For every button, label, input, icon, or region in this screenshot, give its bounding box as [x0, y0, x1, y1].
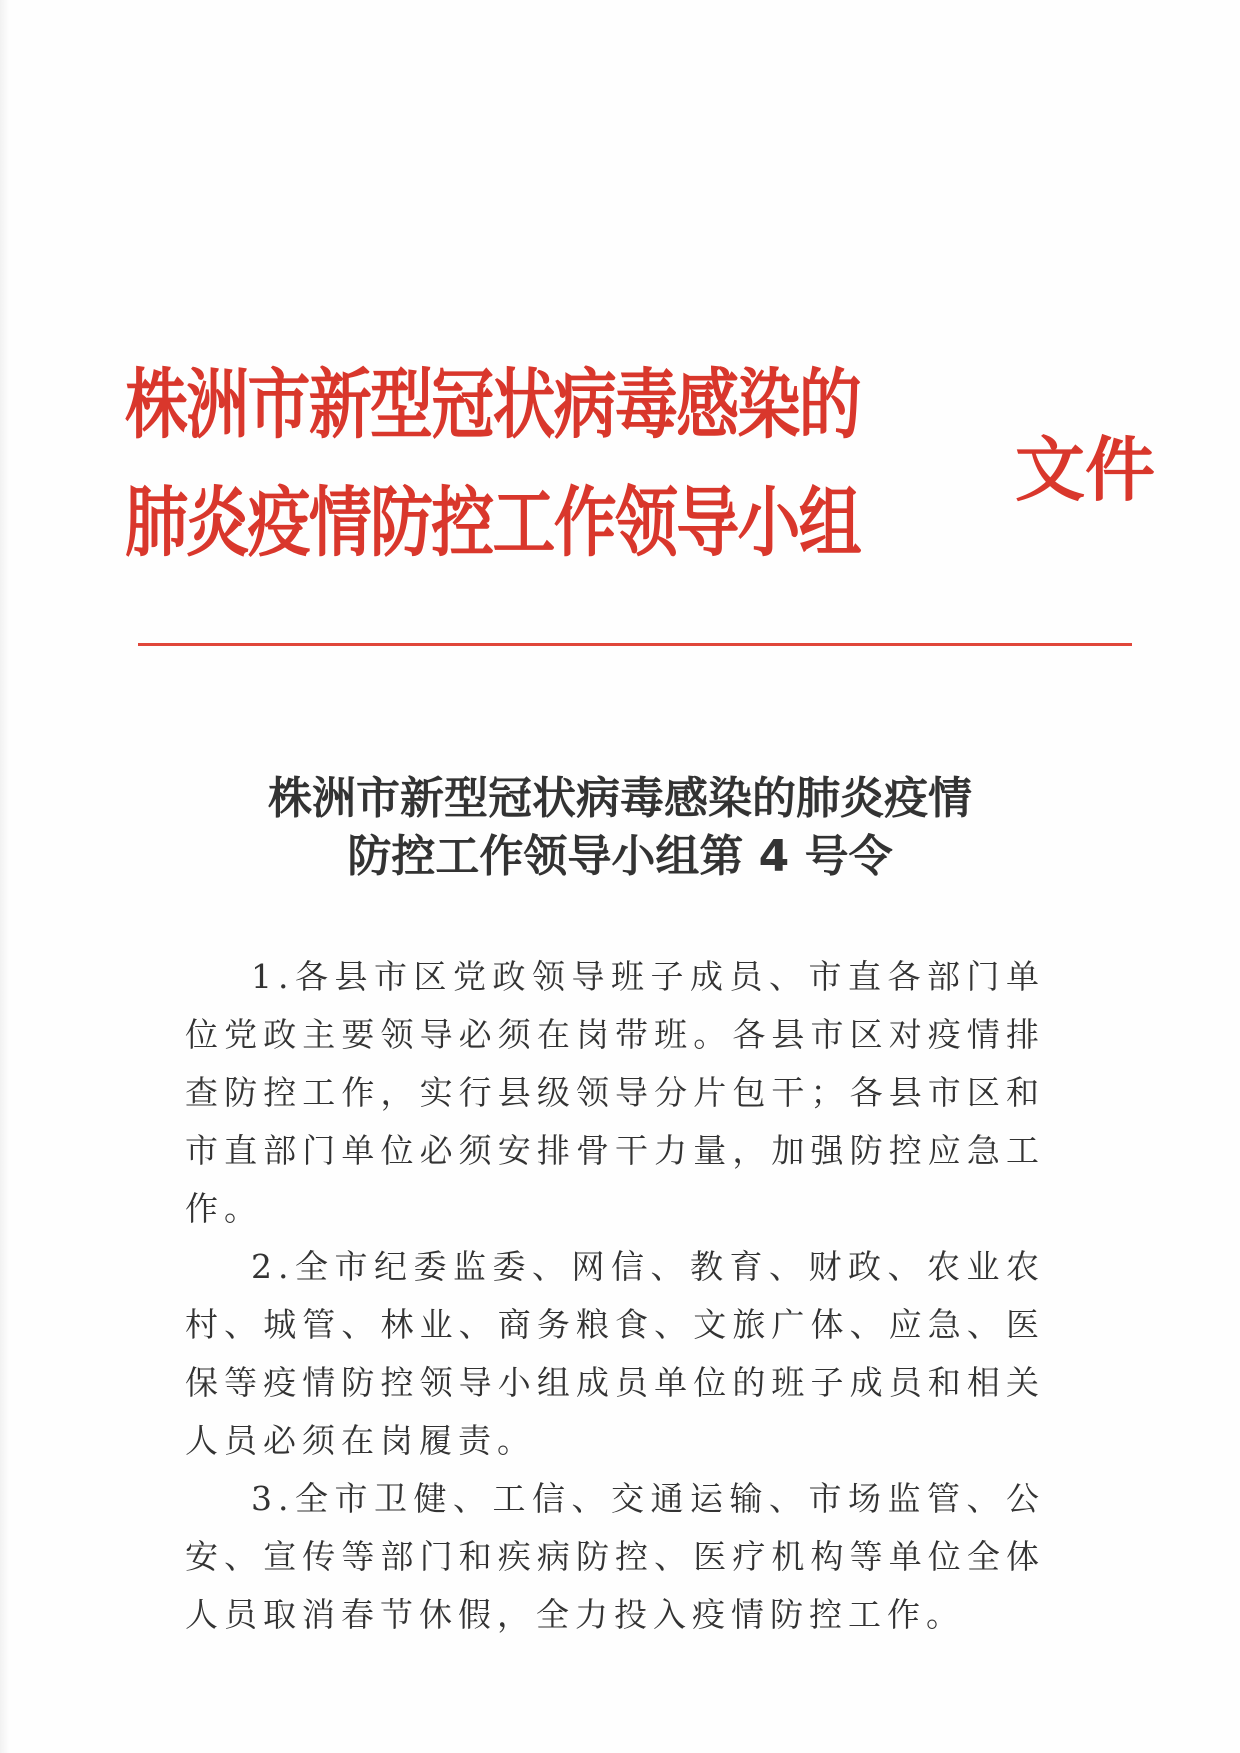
red-header [125, 360, 1155, 580]
header-suffix: 文件 [1015, 429, 1155, 511]
document-title-line-2: 防控工作领导小组第 4 号令 [347, 831, 893, 882]
document-title [0, 770, 1240, 886]
body-paragraph-1: 1.各县市区党政领导班子成员、市直各部门单位党政主要领导必须在岗带班。各县市区对疫情排查防控工作，实行县级领导分片包干；各县市区和市直部门单位必须安排骨干力量，加强防控应急工作。 [185, 957, 1045, 1228]
document-title-line-1: 株洲市新型冠状病毒感染的肺炎疫情 [268, 773, 972, 824]
body-paragraph-3: 3.全市卫健、工信、交通运输、市场监管、公安、宣传等部门和疾病防控、医疗机构等单位全体人员取消春节休假，全力投入疫情防控工作。 [185, 1479, 1045, 1634]
body-paragraph-2: 2.全市纪委监委、网信、教育、财政、农业农村、城管、林业、商务粮食、文旅广体、应急、医保等疫情防控领导小组成员单位的班子成员和相关人员必须在岗履责。 [185, 1247, 1045, 1460]
header-org-line-1: 株洲市新型冠状病毒感染的 [125, 360, 860, 449]
red-divider-line [138, 643, 1132, 646]
header-org-line-2: 肺炎疫情防控工作领导小组 [125, 478, 860, 567]
document-body [185, 948, 1045, 1644]
